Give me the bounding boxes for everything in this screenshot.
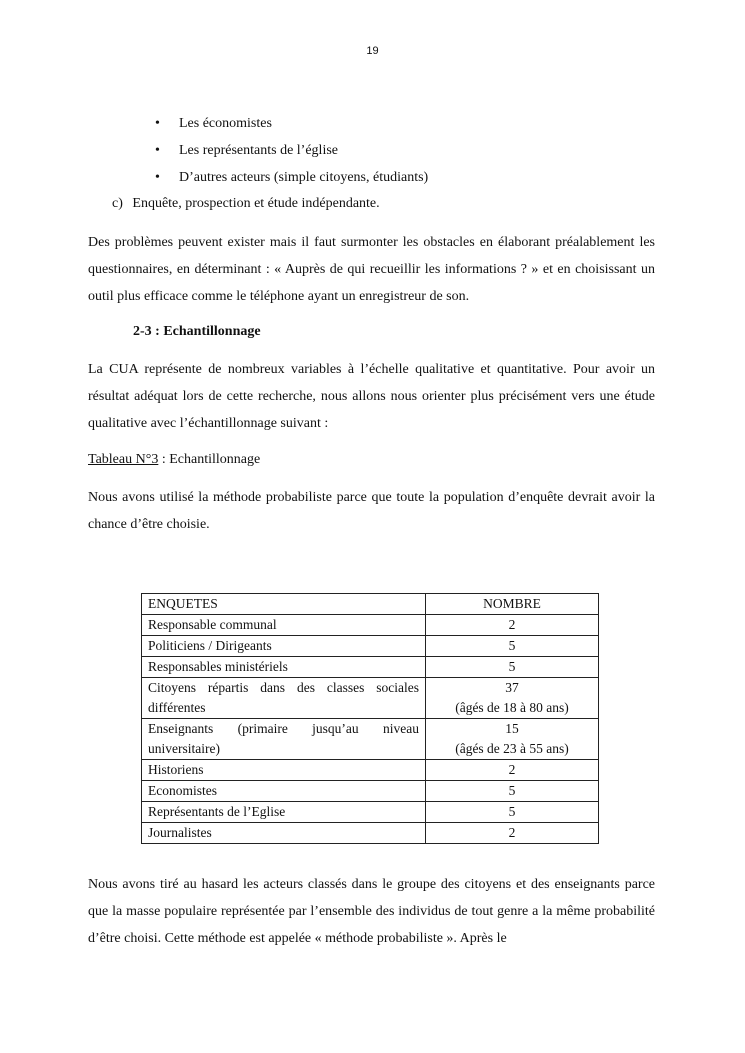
list-item-c: [112, 190, 380, 217]
cell-label: Journalistes: [142, 823, 426, 844]
cell-label: Citoyens répartis dans des classes sociales différentes: [142, 678, 426, 719]
cell-label: Responsable communal: [142, 615, 426, 636]
cell-value: 5: [426, 781, 599, 802]
sampling-table: [141, 593, 599, 844]
table-row: [142, 719, 599, 760]
table-caption-text: : Echantillonnage: [158, 452, 261, 467]
cell-label: Politiciens / Dirigeants: [142, 636, 426, 657]
paragraph: Nous avons tiré au hasard les acteurs classés dans le groupe des citoyens et des enseignants parce que la masse populaire représentée par l’ensemble des individus de tout genre a la même probabilité d’être choisi. Cette méthode est appelée « méthode probabiliste ». Après le: [88, 877, 655, 946]
cell-note: (âgés de 18 à 80 ans): [455, 700, 569, 715]
table-row: [142, 636, 599, 657]
table-row: [142, 760, 599, 781]
table-header-row: [142, 594, 599, 615]
table-row: [142, 823, 599, 844]
bullet-item: • Les économistes: [155, 110, 428, 137]
bullet-list: [155, 110, 428, 191]
list-text: Enquête, prospection et étude indépendante.: [132, 196, 380, 211]
table-row: [142, 802, 599, 823]
header-cell: ENQUETES: [142, 594, 426, 615]
cell-label: Economistes: [142, 781, 426, 802]
list-marker: c): [112, 196, 123, 211]
cell-value: 2: [426, 615, 599, 636]
cell-label: Enseignants (primaire jusqu’au niveau universitaire): [142, 719, 426, 760]
header-cell: NOMBRE: [426, 594, 599, 615]
cell-value: [426, 719, 599, 760]
cell-number: 37: [505, 680, 519, 695]
cell-value: [426, 678, 599, 719]
table-row: [142, 781, 599, 802]
paragraph: La CUA représente de nombreux variables à l’échelle qualitative et quantitative. Pour avoir un résultat adéquat lors de cette recherche, nous allons nous orienter plus précisément vers une étude qualitative avec l’échantillonnage suivant :: [88, 362, 655, 431]
table-row: [142, 657, 599, 678]
cell-value: 5: [426, 802, 599, 823]
table-caption: [88, 446, 260, 473]
page-number: 19: [366, 45, 379, 57]
cell-value: 2: [426, 823, 599, 844]
cell-value: 2: [426, 760, 599, 781]
cell-note: (âgés de 23 à 55 ans): [455, 741, 569, 756]
section-heading: 2-3 : Echantillonnage: [133, 324, 261, 339]
cell-label: Historiens: [142, 760, 426, 781]
table-row: [142, 678, 599, 719]
cell-value: 5: [426, 636, 599, 657]
cell-label: Représentants de l’Eglise: [142, 802, 426, 823]
bullet-item: • Les représentants de l’église: [155, 137, 428, 164]
cell-label: Responsables ministériels: [142, 657, 426, 678]
paragraph: Des problèmes peuvent exister mais il faut surmonter les obstacles en élaborant préalablement les questionnaires, en déterminant : « Auprès de qui recueillir les informations ? » et en choisissant un outil plus efficace comme le téléphone ayant un enregistreur de son.: [88, 235, 655, 304]
bullet-item: • D’autres acteurs (simple citoyens, étudiants): [155, 164, 428, 191]
table-caption-label: Tableau N°3: [88, 452, 159, 467]
paragraph: Nous avons utilisé la méthode probabiliste parce que toute la population d’enquête devrait avoir la chance d’être choisie.: [88, 490, 655, 532]
table-row: [142, 615, 599, 636]
cell-value: 5: [426, 657, 599, 678]
cell-number: 15: [505, 721, 519, 736]
